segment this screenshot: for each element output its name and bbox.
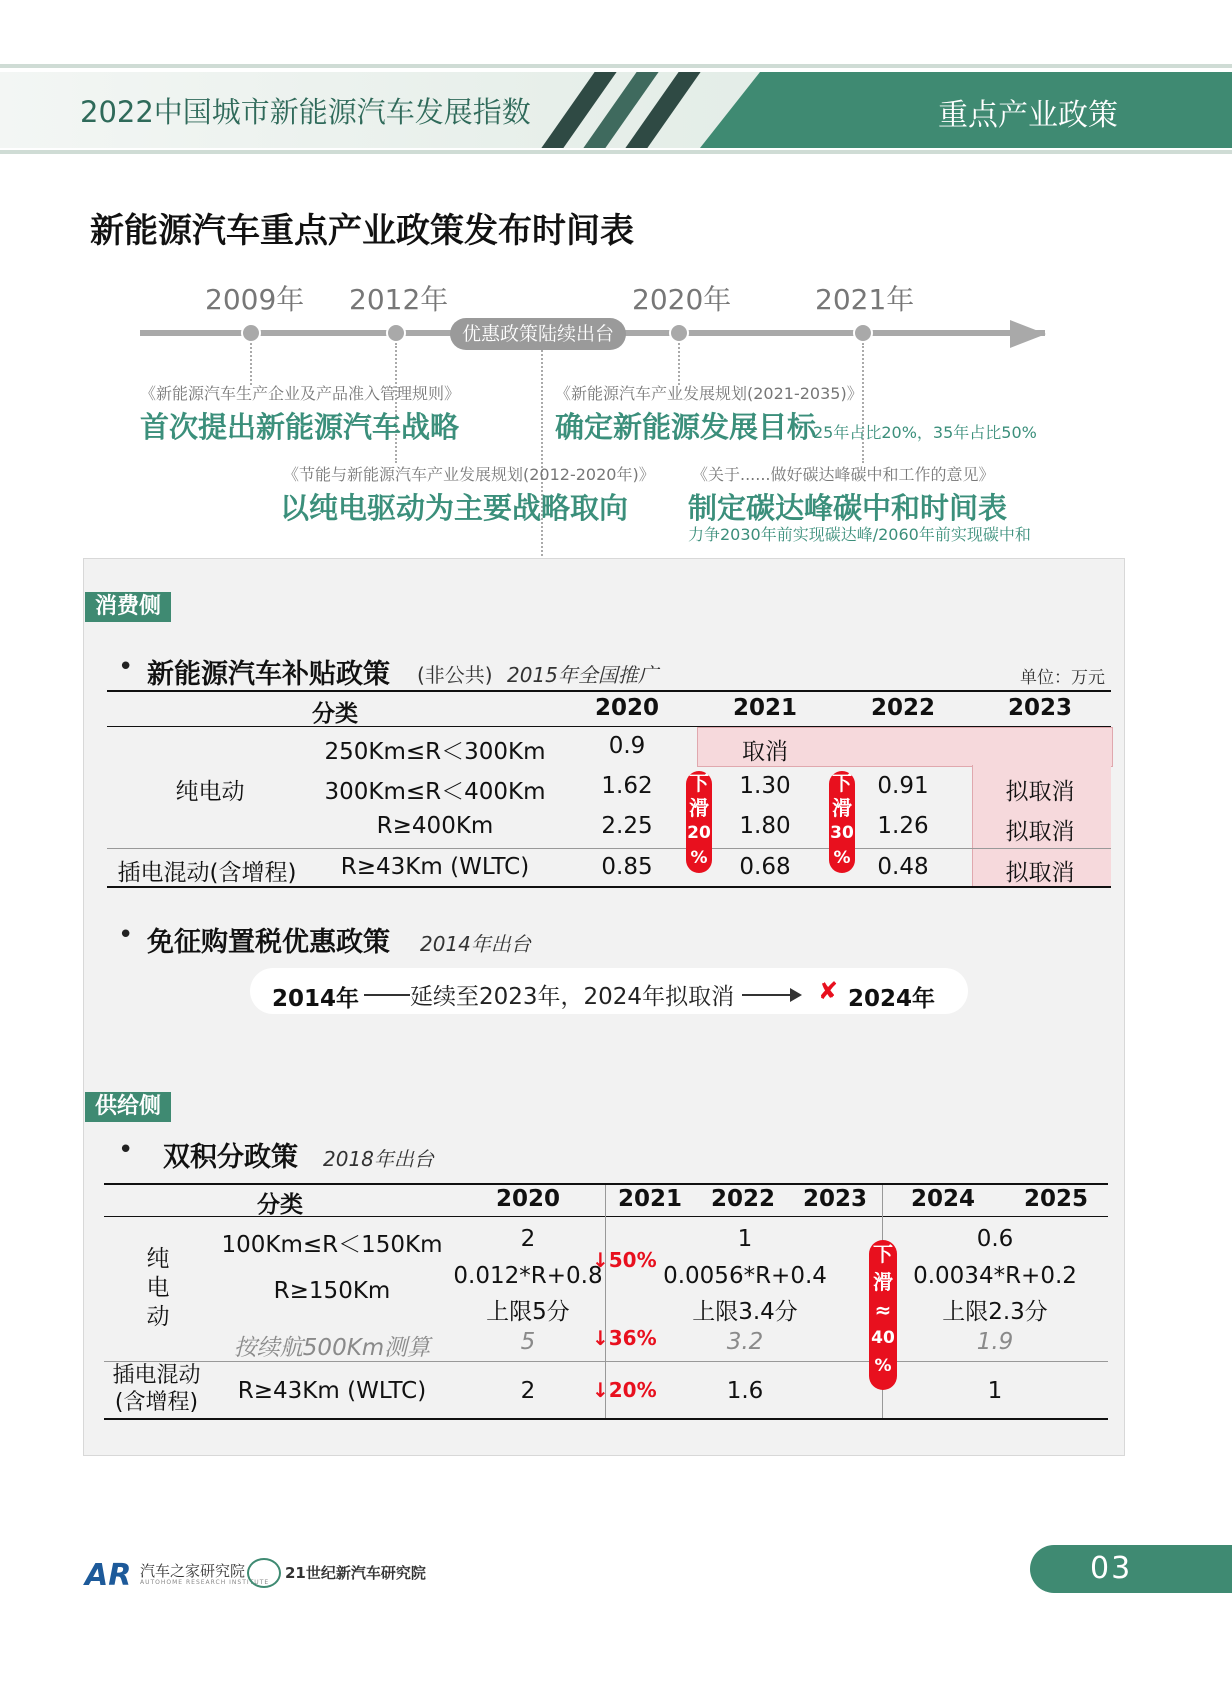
timeline-arrow xyxy=(1010,320,1046,348)
range-cell: 100Km≤R＜150Km xyxy=(221,1232,443,1258)
event-headline: 制定碳达峰碳中和时间表 xyxy=(688,491,1008,525)
value-cell: 2 xyxy=(520,1378,536,1404)
subsidy-title: 新能源汽车补贴政策 xyxy=(147,659,390,690)
col-header: 2024 xyxy=(910,1186,975,1212)
value-cell: 上限5分 xyxy=(486,1299,570,1325)
value-cell: 1.62 xyxy=(601,773,653,799)
value-cell: 0.6 xyxy=(976,1226,1014,1252)
autohome-logo-icon: AR xyxy=(85,1558,132,1593)
event-headline: 以纯电驱动为主要战略取向 xyxy=(280,491,629,525)
drop-label: ↓50% xyxy=(592,1248,657,1272)
timeline-dot xyxy=(386,323,406,343)
timeline-connector xyxy=(541,350,543,560)
consumer-tag: 消费侧 xyxy=(85,592,171,622)
event-doc: 《关于......做好碳达峰碳中和工作的意见》 xyxy=(692,465,995,484)
row-group-label: 纯 电 动 xyxy=(146,1246,170,1330)
range-cell: R≥150Km xyxy=(273,1278,391,1304)
credit-title: 双积分政策 xyxy=(163,1142,298,1173)
table-rule xyxy=(107,726,1111,727)
header-bottom-line xyxy=(0,150,1232,154)
value-cell: 0.48 xyxy=(877,854,929,880)
drop-badge-40: 下 滑 ≈ 40 % xyxy=(869,1240,897,1390)
row-group-label: 插电混动(含增程) xyxy=(117,860,297,886)
value-cell: 上限2.3分 xyxy=(942,1299,1048,1325)
tax-note: 2014年出台 xyxy=(420,932,531,956)
timeline-year: 2020年 xyxy=(632,283,732,316)
value-cell: 5 xyxy=(520,1329,536,1355)
col-header: 分类 xyxy=(257,1192,303,1218)
col-header: 2020 xyxy=(594,695,659,721)
table-rule xyxy=(107,690,1111,692)
event-note: 力争2030年前实现碳达峰/2060年前实现碳中和 xyxy=(688,525,1031,544)
timeline-dot xyxy=(669,323,689,343)
value-cell: 1.26 xyxy=(877,813,929,839)
value-cell: 1.6 xyxy=(726,1378,764,1404)
value-cell: 1.30 xyxy=(739,773,791,799)
col-header: 2023 xyxy=(1007,695,1072,721)
col-header: 2025 xyxy=(1023,1186,1088,1212)
value-cell: 拟取消 xyxy=(1005,819,1075,845)
drop-label: ↓36% xyxy=(592,1326,657,1350)
row-group-label: 插电混动 (含增程) xyxy=(112,1363,201,1415)
subsidy-sub: (非公共) xyxy=(417,663,493,687)
header-section: 重点产业政策 xyxy=(938,98,1118,133)
timeline-dot xyxy=(241,323,261,343)
value-cell: 0.0056*R+0.4 xyxy=(663,1263,827,1289)
timeline-year: 2009年 xyxy=(205,283,305,316)
value-cell: 1.80 xyxy=(739,813,791,839)
tax-title: 免征购置税优惠政策 xyxy=(147,927,390,958)
col-header: 2021 xyxy=(617,1186,682,1212)
tax-line xyxy=(742,994,792,996)
header-title: 2022中国城市新能源汽车发展指数 xyxy=(80,95,531,129)
range-cell: 300Km≤R＜400Km xyxy=(324,779,546,805)
tax-start: 2014年 xyxy=(272,986,360,1012)
table-rule xyxy=(104,1418,1108,1420)
timeline-year: 2012年 xyxy=(349,283,449,316)
timeline-connector xyxy=(678,343,680,385)
value-cell: 1 xyxy=(987,1378,1003,1404)
credit-note: 2018年出台 xyxy=(323,1147,434,1171)
event-doc: 《新能源汽车生产企业及产品准入管理规则》 xyxy=(140,384,461,403)
table-rule xyxy=(104,1183,1108,1185)
drop-label: ↓20% xyxy=(592,1378,657,1402)
tax-middle: 延续至2023年，2024年拟取消 xyxy=(410,984,735,1010)
range-cell: 250Km≤R＜300Km xyxy=(324,739,546,765)
value-cell: 拟取消 xyxy=(1005,779,1075,805)
event-doc: 《节能与新能源汽车产业发展规划(2012-2020年)》 xyxy=(283,465,655,484)
range-cell: R≥43Km (WLTC) xyxy=(340,854,530,880)
header-top-line xyxy=(0,64,1232,68)
value-cell: 取消 xyxy=(742,739,788,765)
institute-logo-icon xyxy=(247,1558,281,1588)
timeline-year: 2021年 xyxy=(815,283,915,316)
table-rule xyxy=(107,848,1111,849)
event-headline: 首次提出新能源汽车战略 xyxy=(140,410,460,444)
page-number: 03 xyxy=(1090,1551,1133,1586)
arrow-right-icon xyxy=(790,988,802,1002)
col-header: 2021 xyxy=(732,695,797,721)
value-cell: 0.0034*R+0.2 xyxy=(913,1263,1077,1289)
bullet: • xyxy=(118,652,134,682)
value-cell: 拟取消 xyxy=(1005,860,1075,886)
tax-line xyxy=(364,994,410,996)
value-cell: 0.91 xyxy=(877,773,929,799)
range-cell: 按续航500Km测算 xyxy=(233,1335,431,1361)
bullet: • xyxy=(118,920,134,950)
value-cell: 上限3.4分 xyxy=(692,1299,798,1325)
footer-logo-text: 汽车之家研究院 xyxy=(140,1562,246,1580)
footer-logo-subtext: AUTOHOME RESEARCH INSTITUTE xyxy=(140,1579,270,1586)
col-header: 分类 xyxy=(312,701,358,727)
value-cell: 0.68 xyxy=(739,854,791,880)
drop-badge-30: 下 滑 30 % xyxy=(829,771,855,873)
bullet: • xyxy=(118,1135,134,1165)
col-header: 2022 xyxy=(710,1186,775,1212)
timeline-pill: 优惠政策陆续出台 xyxy=(450,318,626,350)
col-header: 2023 xyxy=(802,1186,867,1212)
tax-end: 2024年 xyxy=(848,986,936,1012)
supply-tag: 供给侧 xyxy=(85,1092,171,1122)
value-cell: 1 xyxy=(737,1226,753,1252)
range-cell: R≥400Km xyxy=(376,813,494,839)
value-cell: 1.9 xyxy=(976,1329,1014,1355)
page-title: 新能源汽车重点产业政策发布时间表 xyxy=(90,211,634,251)
unit-label: 单位：万元 xyxy=(1020,668,1105,688)
cancel-border xyxy=(972,765,973,886)
drop-badge-20: 下 滑 20 % xyxy=(686,771,712,873)
value-cell: 2.25 xyxy=(601,813,653,839)
value-cell: 2 xyxy=(520,1226,536,1252)
event-doc: 《新能源汽车产业发展规划(2021-2035)》 xyxy=(555,384,863,403)
range-cell: R≥43Km (WLTC) xyxy=(237,1378,427,1404)
event-headline: 确定新能源发展目标 xyxy=(555,410,817,444)
event-note: 25年占比20%，35年占比50% xyxy=(813,423,1037,442)
value-cell: 0.85 xyxy=(601,854,653,880)
row-group-label: 纯电动 xyxy=(175,779,245,805)
value-cell: 0.9 xyxy=(608,733,646,759)
cross-icon: ✘ xyxy=(818,977,839,1005)
col-header: 2020 xyxy=(495,1186,560,1212)
subsidy-note: 2015年全国推广 xyxy=(507,663,658,687)
value-cell: 0.012*R+0.8 xyxy=(453,1263,603,1289)
col-header: 2022 xyxy=(870,695,935,721)
timeline-dot xyxy=(853,323,873,343)
footer-logo-text: 21世纪新汽车研究院 xyxy=(285,1564,426,1582)
timeline-connector xyxy=(250,343,252,385)
value-cell: 3.2 xyxy=(726,1329,764,1355)
